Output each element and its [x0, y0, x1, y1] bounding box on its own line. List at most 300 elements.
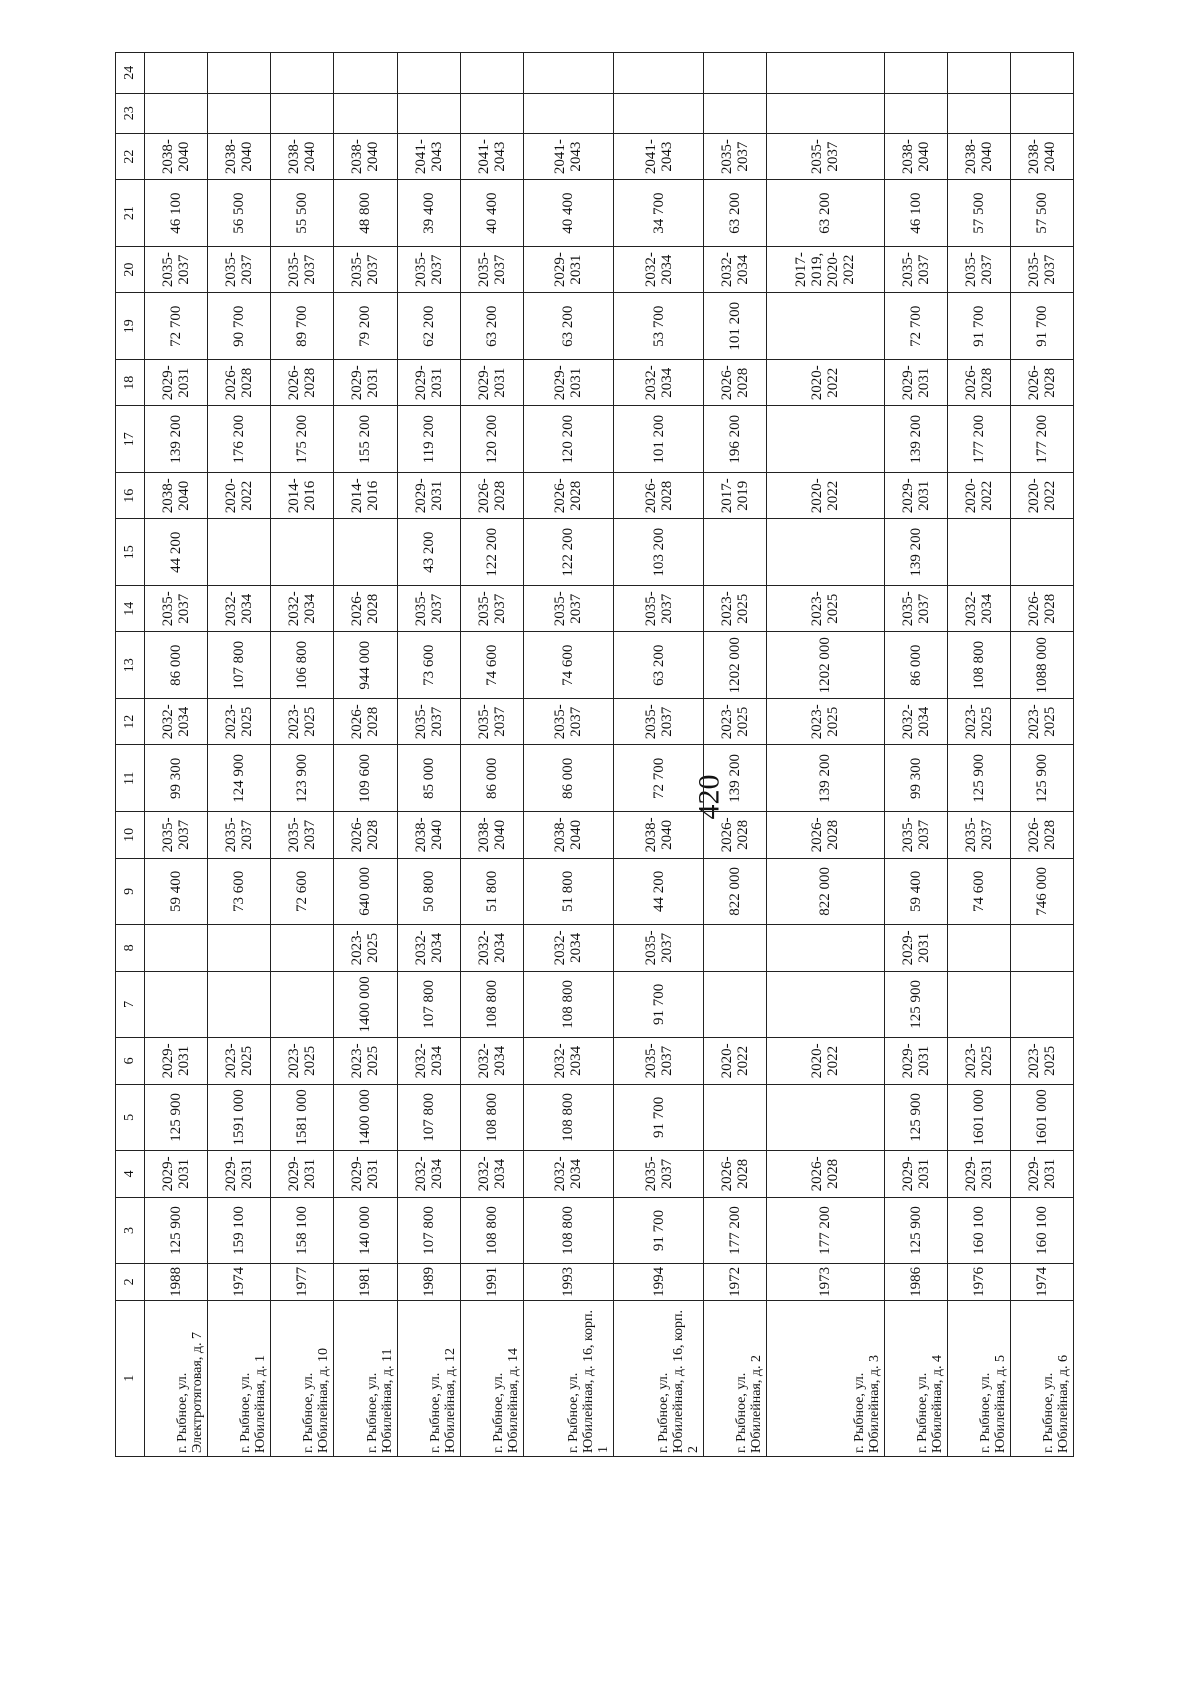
table-cell: 2026-2028: [767, 1151, 884, 1197]
table-cell: 107 800: [208, 632, 271, 699]
table-cell: 2038-2040: [271, 133, 334, 179]
table-cell: 2032-2034: [460, 1151, 523, 1197]
table-cell: 125 900: [1010, 745, 1073, 812]
table-cell: 2038-2040: [334, 133, 397, 179]
table-cell: 2020-2022: [767, 1038, 884, 1084]
table-cell: 124 900: [208, 745, 271, 812]
table-cell: [767, 93, 884, 133]
table-cell: [271, 93, 334, 133]
table-cell: 140 000: [334, 1197, 397, 1264]
table-cell: 177 200: [947, 406, 1010, 473]
table-cell: 2020-2022: [1010, 473, 1073, 519]
table-cell: 2035-2037: [613, 586, 703, 632]
address-cell: г. Рыбное, ул. Электротяговая, д. 7: [145, 1300, 208, 1456]
table-cell: [947, 53, 1010, 94]
table-cell: 56 500: [208, 180, 271, 247]
table-cell: 107 800: [397, 1084, 460, 1151]
table-cell: 2038-2040: [145, 133, 208, 179]
table-cell: [334, 53, 397, 94]
table-cell: 2035-2037: [704, 133, 767, 179]
table-cell: 2029-2031: [884, 925, 947, 971]
address-cell: г. Рыбное, ул. Юбилейная, д. 14: [460, 1300, 523, 1456]
table-row: [460, 53, 523, 1457]
table-cell: 2029-2031: [145, 1038, 208, 1084]
table-cell: 2032-2034: [460, 925, 523, 971]
table-cell: 2032-2034: [460, 1038, 523, 1084]
table-cell: 57 500: [1010, 180, 1073, 247]
column-header-3: 3: [116, 1197, 145, 1264]
table-cell: 2035-2037: [460, 699, 523, 745]
table-cell: 1981: [334, 1264, 397, 1300]
address-cell: г. Рыбное, ул. Юбилейная, д. 16, корп. 2: [613, 1300, 703, 1456]
table-cell: 2029-2031: [145, 359, 208, 405]
table-cell: 39 400: [397, 180, 460, 247]
table-cell: 2032-2034: [884, 699, 947, 745]
table-cell: 177 200: [1010, 406, 1073, 473]
table-cell: 2023-2025: [334, 1038, 397, 1084]
table-cell: 99 300: [884, 745, 947, 812]
table-cell: 2014-2016: [334, 473, 397, 519]
table-cell: [145, 925, 208, 971]
table-cell: 2029-2031: [523, 246, 613, 292]
table-cell: [523, 53, 613, 94]
table-cell: 2023-2025: [704, 586, 767, 632]
table-row: [397, 53, 460, 1457]
table-cell: 2026-2028: [767, 812, 884, 858]
table-cell: 108 800: [523, 1084, 613, 1151]
table-row: [884, 53, 947, 1457]
column-header-15: 15: [116, 519, 145, 586]
table-cell: 1988: [145, 1264, 208, 1300]
address-cell: г. Рыбное, ул. Юбилейная, д. 10: [271, 1300, 334, 1456]
table-cell: 2032-2034: [397, 1151, 460, 1197]
table-cell: 2026-2028: [208, 359, 271, 405]
table-cell: [947, 93, 1010, 133]
column-header-11: 11: [116, 745, 145, 812]
address-cell: г. Рыбное, ул. Юбилейная, д. 1: [208, 1300, 271, 1456]
table-cell: 44 200: [145, 519, 208, 586]
table-cell: 2035-2037: [884, 246, 947, 292]
table-cell: 59 400: [884, 858, 947, 925]
table-cell: 2029-2031: [334, 359, 397, 405]
table-cell: 1989: [397, 1264, 460, 1300]
table-cell: 2023-2025: [1010, 1038, 1073, 1084]
table-cell: 2035-2037: [613, 1038, 703, 1084]
address-cell: г. Рыбное, ул. Юбилейная, д. 5: [947, 1300, 1010, 1456]
table-row: [767, 53, 884, 1457]
table-cell: [1010, 53, 1073, 94]
table-cell: 160 100: [1010, 1197, 1073, 1264]
table-cell: 176 200: [208, 406, 271, 473]
table-cell: 158 100: [271, 1197, 334, 1264]
table-cell: 822 000: [767, 858, 884, 925]
data-table: [115, 52, 1074, 1457]
column-header-12: 12: [116, 699, 145, 745]
table-cell: 91 700: [613, 971, 703, 1038]
table-cell: [704, 53, 767, 94]
column-header-21: 21: [116, 180, 145, 247]
table-cell: [704, 519, 767, 586]
table-cell: 103 200: [613, 519, 703, 586]
table-cell: 53 700: [613, 293, 703, 360]
table-cell: 2029-2031: [397, 359, 460, 405]
table-cell: 2041-2043: [613, 133, 703, 179]
table-cell: 2032-2034: [613, 246, 703, 292]
table-cell: 2032-2034: [523, 925, 613, 971]
table-cell: 72 700: [613, 745, 703, 812]
table-cell: 101 200: [704, 293, 767, 360]
table-cell: 2023-2025: [271, 699, 334, 745]
table-cell: 109 600: [334, 745, 397, 812]
table-cell: 2038-2040: [460, 812, 523, 858]
table-cell: 46 100: [884, 180, 947, 247]
table-cell: 2032-2034: [271, 586, 334, 632]
table-cell: 2023-2025: [208, 699, 271, 745]
table-cell: [397, 53, 460, 94]
table-cell: 125 900: [947, 745, 1010, 812]
table-cell: 2035-2037: [460, 586, 523, 632]
column-header-2: 2: [116, 1264, 145, 1300]
table-cell: 2020-2022: [704, 1038, 767, 1084]
table-cell: [947, 971, 1010, 1038]
table-cell: 2038-2040: [613, 812, 703, 858]
table-cell: 108 800: [460, 1197, 523, 1264]
table-cell: 1974: [208, 1264, 271, 1300]
table-cell: [208, 925, 271, 971]
table-cell: [208, 519, 271, 586]
table-cell: 2023-2025: [947, 1038, 1010, 1084]
table-cell: 63 200: [767, 180, 884, 247]
column-header-16: 16: [116, 473, 145, 519]
table-cell: 1601 000: [1010, 1084, 1073, 1151]
table-cell: 139 200: [884, 406, 947, 473]
table-cell: [767, 53, 884, 94]
column-header-8: 8: [116, 925, 145, 971]
table-cell: [767, 1084, 884, 1151]
table-cell: 822 000: [704, 858, 767, 925]
table-cell: 1972: [704, 1264, 767, 1300]
page-number: 420: [692, 774, 726, 820]
table-cell: 91 700: [947, 293, 1010, 360]
column-header-1: 1: [116, 1300, 145, 1456]
table-cell: [767, 406, 884, 473]
table-cell: 2035-2037: [334, 246, 397, 292]
table-row: [1010, 53, 1073, 1457]
table-cell: 1400 000: [334, 1084, 397, 1151]
table-cell: 50 800: [397, 858, 460, 925]
table-cell: 73 600: [208, 858, 271, 925]
table-cell: 74 600: [523, 632, 613, 699]
column-header-17: 17: [116, 406, 145, 473]
table-cell: 2035-2037: [523, 699, 613, 745]
table-cell: 63 200: [613, 632, 703, 699]
table-row: [271, 53, 334, 1457]
table-cell: 2032-2034: [704, 246, 767, 292]
table-cell: 2026-2028: [704, 1151, 767, 1197]
table-cell: [613, 93, 703, 133]
table-cell: 2020-2022: [947, 473, 1010, 519]
table-cell: 86 000: [460, 745, 523, 812]
column-header-14: 14: [116, 586, 145, 632]
table-cell: 2023-2025: [767, 699, 884, 745]
table-cell: 51 800: [460, 858, 523, 925]
table-row: [145, 53, 208, 1457]
table-cell: 196 200: [704, 406, 767, 473]
table-cell: 2023-2025: [1010, 699, 1073, 745]
table-cell: [271, 971, 334, 1038]
column-header-9: 9: [116, 858, 145, 925]
table-cell: 139 200: [884, 519, 947, 586]
table-cell: 2029-2031: [271, 1151, 334, 1197]
table-cell: [397, 93, 460, 133]
column-header-13: 13: [116, 632, 145, 699]
table-cell: 1991: [460, 1264, 523, 1300]
table-cell: 2029-2031: [884, 1038, 947, 1084]
table-cell: 1202 000: [767, 632, 884, 699]
table-cell: 91 700: [613, 1084, 703, 1151]
table-cell: 2041-2043: [523, 133, 613, 179]
table-wrapper: [115, 52, 1200, 1453]
address-cell: г. Рыбное, ул. Юбилейная, д. 6: [1010, 1300, 1073, 1456]
table-cell: 2026-2028: [334, 812, 397, 858]
table-cell: 1601 000: [947, 1084, 1010, 1151]
table-cell: 2026-2028: [704, 359, 767, 405]
table-cell: 159 100: [208, 1197, 271, 1264]
table-cell: 108 800: [947, 632, 1010, 699]
table-cell: 1994: [613, 1264, 703, 1300]
table-cell: 62 200: [397, 293, 460, 360]
table-cell: 106 800: [271, 632, 334, 699]
table-cell: [334, 519, 397, 586]
table-cell: [145, 971, 208, 1038]
table-cell: 91 700: [613, 1197, 703, 1264]
table-cell: 2035-2037: [397, 246, 460, 292]
table-row: [613, 53, 703, 1457]
table-cell: 177 200: [767, 1197, 884, 1264]
table-cell: 177 200: [704, 1197, 767, 1264]
table-cell: 2035-2037: [523, 586, 613, 632]
table-cell: 2035-2037: [947, 812, 1010, 858]
table-cell: 120 200: [523, 406, 613, 473]
table-cell: [884, 93, 947, 133]
table-cell: 2020-2022: [767, 473, 884, 519]
table-cell: 2032-2034: [397, 1038, 460, 1084]
table-cell: 2035-2037: [947, 246, 1010, 292]
table-cell: [1010, 925, 1073, 971]
table-cell: 86 000: [523, 745, 613, 812]
table-cell: 1974: [1010, 1264, 1073, 1300]
table-cell: 107 800: [397, 971, 460, 1038]
table-cell: 2032-2034: [397, 925, 460, 971]
table-cell: 108 800: [460, 971, 523, 1038]
column-header-6: 6: [116, 1038, 145, 1084]
address-cell: г. Рыбное, ул. Юбилейная, д. 11: [334, 1300, 397, 1456]
table-cell: 2029-2031: [145, 1151, 208, 1197]
address-cell: г. Рыбное, ул. Юбилейная, д. 4: [884, 1300, 947, 1456]
table-cell: 2038-2040: [397, 812, 460, 858]
table-cell: [884, 53, 947, 94]
table-cell: 2026-2028: [523, 473, 613, 519]
table-cell: 746 000: [1010, 858, 1073, 925]
table-row: [334, 53, 397, 1457]
table-cell: 2029-2031: [208, 1151, 271, 1197]
table-cell: 2035-2037: [397, 586, 460, 632]
column-header-24: 24: [116, 53, 145, 94]
table-cell: 125 900: [884, 971, 947, 1038]
table-cell: [613, 53, 703, 94]
table-cell: 2029-2031: [884, 359, 947, 405]
table-cell: 1973: [767, 1264, 884, 1300]
table-cell: 1581 000: [271, 1084, 334, 1151]
table-cell: 2032-2034: [613, 359, 703, 405]
table-cell: 1591 000: [208, 1084, 271, 1151]
table-cell: 2020-2022: [208, 473, 271, 519]
table-cell: 51 800: [523, 858, 613, 925]
table-cell: 2017-2019, 2020-2022: [767, 246, 884, 292]
table-cell: 125 900: [884, 1197, 947, 1264]
table-cell: 86 000: [145, 632, 208, 699]
table-cell: [271, 519, 334, 586]
table-cell: 2038-2040: [208, 133, 271, 179]
table-cell: 108 800: [523, 971, 613, 1038]
table-cell: 122 200: [523, 519, 613, 586]
table-cell: [523, 93, 613, 133]
table-cell: 2038-2040: [947, 133, 1010, 179]
table-cell: [767, 925, 884, 971]
table-cell: 122 200: [460, 519, 523, 586]
column-header-5: 5: [116, 1084, 145, 1151]
table-cell: 2032-2034: [523, 1038, 613, 1084]
table-cell: 2023-2025: [767, 586, 884, 632]
address-cell: г. Рыбное, ул. Юбилейная, д. 12: [397, 1300, 460, 1456]
table-cell: 46 100: [145, 180, 208, 247]
table-cell: 2035-2037: [271, 246, 334, 292]
table-cell: 2026-2028: [334, 586, 397, 632]
table-cell: 74 600: [460, 632, 523, 699]
table-cell: 2038-2040: [145, 473, 208, 519]
table-cell: 119 200: [397, 406, 460, 473]
table-cell: 155 200: [334, 406, 397, 473]
table-cell: 1977: [271, 1264, 334, 1300]
table-cell: 125 900: [145, 1084, 208, 1151]
table-cell: 73 600: [397, 632, 460, 699]
column-header-7: 7: [116, 971, 145, 1038]
table-cell: 2035-2037: [613, 925, 703, 971]
table-cell: 48 800: [334, 180, 397, 247]
table-cell: 2023-2025: [947, 699, 1010, 745]
table-cell: [767, 293, 884, 360]
table-cell: [208, 971, 271, 1038]
table-cell: 1202 000: [704, 632, 767, 699]
table-cell: 120 200: [460, 406, 523, 473]
table-cell: 2038-2040: [884, 133, 947, 179]
table-cell: 2038-2040: [523, 812, 613, 858]
table-cell: [767, 971, 884, 1038]
table-cell: 2023-2025: [271, 1038, 334, 1084]
table-cell: [208, 53, 271, 94]
table-cell: 944 000: [334, 632, 397, 699]
table-cell: [767, 519, 884, 586]
table-cell: 40 400: [460, 180, 523, 247]
table-cell: [271, 925, 334, 971]
header-row: [116, 53, 145, 1457]
table-cell: [145, 53, 208, 94]
table-cell: 2026-2028: [613, 473, 703, 519]
table-cell: 2026-2028: [1010, 586, 1073, 632]
table-cell: 2026-2028: [271, 359, 334, 405]
table-cell: 2026-2028: [460, 473, 523, 519]
table-cell: [704, 1084, 767, 1151]
table-cell: 2032-2034: [208, 586, 271, 632]
table-cell: 57 500: [947, 180, 1010, 247]
table-cell: [704, 93, 767, 133]
table-cell: 2017-2019: [704, 473, 767, 519]
table-cell: 2035-2037: [145, 246, 208, 292]
table-cell: 2035-2037: [271, 812, 334, 858]
table-cell: 123 900: [271, 745, 334, 812]
table-cell: 2026-2028: [1010, 359, 1073, 405]
table-row: [704, 53, 767, 1457]
table-cell: 91 700: [1010, 293, 1073, 360]
table-row: [947, 53, 1010, 1457]
column-header-4: 4: [116, 1151, 145, 1197]
table-cell: 2029-2031: [1010, 1151, 1073, 1197]
table-cell: 2026-2028: [704, 812, 767, 858]
table-cell: 2020-2022: [767, 359, 884, 405]
table-cell: 2035-2037: [145, 812, 208, 858]
table-cell: 2032-2034: [145, 699, 208, 745]
table-cell: [704, 925, 767, 971]
table-cell: 175 200: [271, 406, 334, 473]
column-header-23: 23: [116, 93, 145, 133]
table-cell: 125 900: [145, 1197, 208, 1264]
table-cell: 2026-2028: [334, 699, 397, 745]
column-header-19: 19: [116, 293, 145, 360]
table-cell: 90 700: [208, 293, 271, 360]
table-cell: 63 200: [523, 293, 613, 360]
table-cell: 139 200: [767, 745, 884, 812]
table-cell: 101 200: [613, 406, 703, 473]
table-cell: 74 600: [947, 858, 1010, 925]
table-cell: 99 300: [145, 745, 208, 812]
table-cell: 139 200: [704, 745, 767, 812]
table-cell: 107 800: [397, 1197, 460, 1264]
table-cell: 1976: [947, 1264, 1010, 1300]
table-cell: 63 200: [460, 293, 523, 360]
table-cell: 139 200: [145, 406, 208, 473]
table-cell: 1400 000: [334, 971, 397, 1038]
table-cell: [1010, 93, 1073, 133]
table-cell: [208, 93, 271, 133]
table-cell: 2035-2037: [613, 699, 703, 745]
table-cell: 2035-2037: [208, 812, 271, 858]
table-cell: 2029-2031: [523, 359, 613, 405]
table-cell: 125 900: [884, 1084, 947, 1151]
column-header-20: 20: [116, 246, 145, 292]
address-cell: г. Рыбное, ул. Юбилейная, д. 2: [704, 1300, 767, 1456]
table-cell: 108 800: [460, 1084, 523, 1151]
table-cell: [1010, 519, 1073, 586]
table-cell: 2029-2031: [334, 1151, 397, 1197]
table-cell: 2035-2037: [884, 812, 947, 858]
table-cell: 1986: [884, 1264, 947, 1300]
table-cell: 2035-2037: [613, 1151, 703, 1197]
table-cell: 44 200: [613, 858, 703, 925]
table-cell: 640 000: [334, 858, 397, 925]
table-cell: 40 400: [523, 180, 613, 247]
table-cell: 2023-2025: [704, 699, 767, 745]
table-cell: 2035-2037: [767, 133, 884, 179]
